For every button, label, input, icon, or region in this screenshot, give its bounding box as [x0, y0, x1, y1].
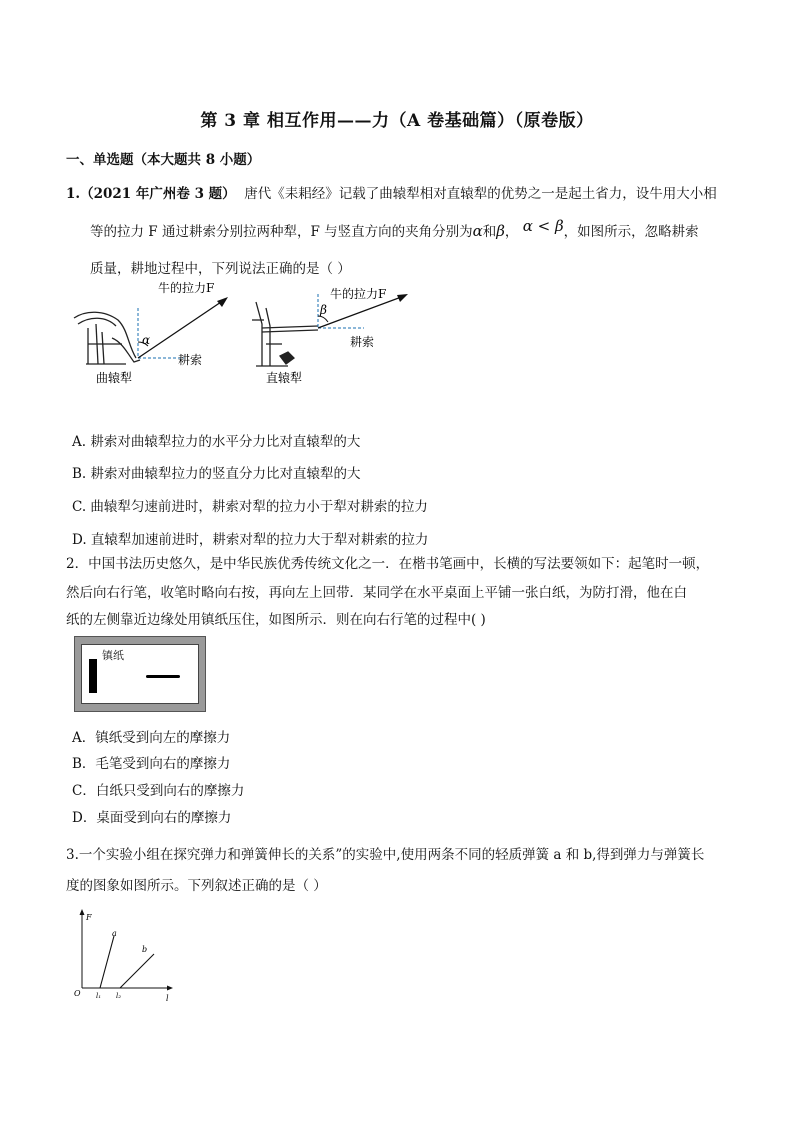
line-a — [100, 936, 114, 988]
line-b — [120, 954, 154, 988]
right-caption: 直辕犁 — [266, 371, 303, 385]
q1-line2 — [90, 217, 699, 240]
left-arrow-head — [217, 297, 228, 307]
curved-plow-drawing — [74, 312, 140, 364]
line-a-label: a — [112, 929, 117, 938]
left-force-label: 牛的拉力F — [158, 281, 215, 295]
left-force-arrow — [138, 300, 224, 358]
paper-sheet — [81, 644, 199, 704]
y-axis-arrow — [80, 909, 85, 915]
q1-beta: β — [496, 222, 505, 240]
left-caption: 曲辕犁 — [96, 371, 133, 385]
right-arrow-head — [397, 294, 408, 302]
q3-line2: 度的图象如图所示。下列叙述正确的是（ ） — [66, 878, 327, 894]
q2-option-d: D．桌面受到向右的摩擦力 — [72, 810, 232, 826]
line-b-label: b — [142, 945, 148, 954]
q2-option-b: B．毛笔受到向右的摩擦力 — [72, 756, 231, 772]
q1-option-b: B. 耕索对曲辕犁拉力的竖直分力比对直辕犁的大 — [72, 466, 361, 482]
q3-line1: 3.一个实验小组在探究弹力和弹簧伸长的关系”的实验中,使用两条不同的轻质弹簧 a 和 b,得到弹力与弹簧长 — [66, 847, 705, 863]
x-axis-arrow — [167, 986, 173, 991]
origin-label: O — [74, 989, 81, 998]
left-rope-label: 耕索 — [178, 353, 203, 367]
right-angle-label: β — [320, 303, 327, 317]
q2-line3: 纸的左侧靠近边缘处用镇纸压住，如图所示．则在向右行笔的过程中( ) — [66, 612, 486, 628]
paperweight-label: 镇纸 — [102, 649, 124, 662]
desk-figure — [74, 636, 206, 712]
q1-alpha: α — [472, 222, 483, 240]
q2-option-c: C．白纸只受到向右的摩擦力 — [72, 783, 245, 799]
q1-text-1: 唐代《耒耜经》记载了曲辕犁相对直辕犁的优势之一是起土省力，设牛用大小相 — [244, 186, 717, 202]
brush-stroke — [146, 675, 180, 678]
q1-option-d: D. 直辕犁加速前进时，耕索对犁的拉力大于犁对耕索的拉力 — [72, 532, 429, 548]
q2-option-a: A．镇纸受到向左的摩擦力 — [72, 730, 231, 746]
q2-line1: 2．中国书法历史悠久，是中华民族优秀传统文化之一．在楷书笔画中，长横的写法要领如下：起笔时一顿， — [66, 556, 710, 572]
q1-line1 — [66, 182, 717, 202]
q1-option-a: A. 耕索对曲辕犁拉力的水平分力比对直辕犁的大 — [72, 434, 361, 450]
q1-option-c: C. 曲辕犁匀速前进时，耕索对犁的拉力小于犁对耕索的拉力 — [72, 499, 428, 515]
tick-l1: l₁ — [96, 992, 102, 1000]
y-axis-label: F — [86, 913, 92, 922]
q1-source: （2021 年广州卷 3 题） — [80, 186, 236, 202]
right-rope-label: 耕索 — [350, 335, 375, 349]
q1-comma: ， — [504, 224, 519, 240]
left-angle-label: α — [142, 333, 151, 347]
x-axis-label: l — [166, 994, 169, 1002]
tick-l2: l₂ — [116, 992, 122, 1000]
q1-text-2b: ，如图所示，忽略耕索 — [563, 224, 699, 240]
q1-condition: α < β — [522, 217, 564, 235]
q1-text-2a: 等的拉力 F 通过耕索分别拉两种犁，F 与竖直方向的夹角分别为 — [90, 224, 473, 240]
section-heading: 一、单选题（本大题共 8 小题） — [66, 152, 261, 168]
q1-number: 1. — [66, 186, 81, 202]
q1-line3: 质量，耕地过程中，下列说法正确的是（ ） — [90, 261, 351, 277]
q1-and: 和 — [482, 224, 497, 240]
straight-plow-drawing — [252, 302, 318, 366]
q2-line2: 然后向右行笔，收笔时略向右按，再向左上回带．某同学在水平桌面上平铺一张白纸，为防打滑，他在白 — [66, 585, 687, 601]
page-title: 第 3 章 相互作用——力（A 卷基础篇）（原卷版） — [200, 111, 594, 131]
right-force-label: 牛的拉力F — [330, 287, 387, 301]
q1-figure — [66, 280, 416, 390]
paperweight — [89, 659, 97, 693]
q3-graph — [70, 906, 180, 1002]
